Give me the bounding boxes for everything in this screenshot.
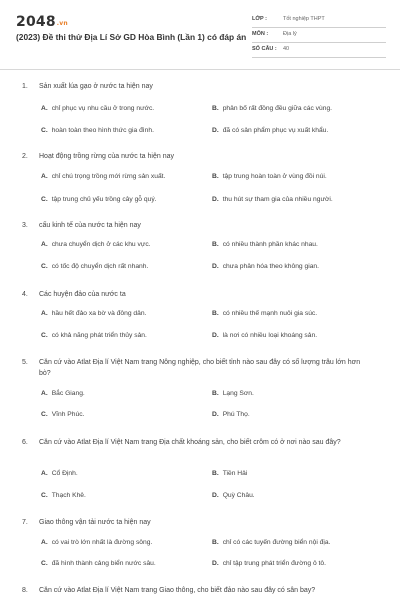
meta-value: Tốt nghiệp THPT [283, 16, 325, 22]
option-letter: C. [41, 560, 48, 567]
option-b[interactable] [212, 241, 318, 248]
question-number: 1. [22, 83, 28, 90]
question-text: Sản xuất lúa gạo ở nước ta hiện nay [39, 83, 153, 90]
option-text: chỉ tập trung phát triển đường ô tô. [222, 560, 326, 567]
exam-meta [252, 13, 386, 58]
meta-key: SỐ CÂU : [252, 46, 277, 52]
option-d[interactable] [212, 263, 319, 270]
meta-value: 40 [283, 46, 290, 52]
option-text: Vĩnh Phúc. [51, 411, 85, 418]
option-text: chưa phân hóa theo không gian. [222, 263, 320, 270]
question-1 [0, 82, 400, 134]
option-letter: D. [212, 196, 219, 203]
option-text: Quỳ Châu. [222, 492, 255, 499]
option-b[interactable] [212, 173, 327, 180]
option-text: Thạch Khê. [51, 492, 86, 499]
option-letter: A. [41, 105, 48, 112]
option-text: chưa chuyển dịch ở các khu vực. [51, 241, 151, 248]
option-a[interactable] [41, 470, 78, 477]
option-letter: B. [212, 241, 219, 248]
option-text: chỉ chú trọng trồng mới rừng sản xuất. [51, 173, 166, 180]
option-letter: C. [41, 127, 48, 134]
option-text: có nhiều thành phần khác nhau. [222, 241, 318, 248]
option-letter: A. [41, 390, 48, 397]
option-letter: B. [212, 105, 219, 112]
meta-key: MÔN : [252, 31, 269, 37]
question-text: Các huyện đảo của nước ta [39, 291, 126, 298]
option-letter: A. [41, 310, 48, 317]
option-b[interactable] [212, 539, 330, 546]
option-c[interactable] [41, 332, 147, 339]
option-letter: D. [212, 411, 219, 418]
question-2 [0, 152, 400, 203]
question-text: Giao thông vận tải nước ta hiện nay [39, 519, 151, 526]
option-letter: D. [212, 332, 219, 339]
question-3 [0, 221, 400, 270]
question-stem [0, 358, 400, 379]
option-text: hoàn toàn theo hình thức gia đình. [51, 127, 154, 134]
option-a[interactable] [41, 105, 154, 112]
question-stem [0, 152, 400, 163]
question-text: Căn cứ vào Atlat Địa lí Việt Nam trang Giao thông, cho biết đảo nào sau đây có sân bay? [39, 587, 316, 594]
option-d[interactable] [212, 196, 333, 203]
question-number: 4. [22, 291, 28, 298]
meta-row-subject [252, 28, 386, 43]
option-d[interactable] [212, 411, 250, 418]
option-b[interactable] [212, 310, 317, 317]
option-c[interactable] [41, 411, 84, 418]
question-text: Căn cứ vào Atlat Địa lí Việt Nam trang Nông nghiệp, cho biết tỉnh nào sau đây có số lượng trâu lớn hơn bò? [39, 359, 361, 377]
site-logo[interactable]: 2048.vn [16, 14, 68, 30]
option-b[interactable] [212, 105, 332, 112]
option-text: tập trung hoàn toàn ở vùng đồi núi. [222, 173, 327, 180]
option-letter: A. [41, 241, 48, 248]
option-letter: C. [41, 263, 48, 270]
option-d[interactable] [212, 492, 255, 499]
exam-title: (2023) Đề thi thử Địa Lí Sở GD Hòa Bình (Lần 1) có đáp án [16, 32, 247, 42]
option-letter: C. [41, 492, 48, 499]
option-text: Tiền Hải [222, 470, 248, 477]
option-text: chỉ có các tuyến đường biển nội địa. [222, 539, 331, 546]
question-stem [0, 221, 400, 232]
option-b[interactable] [212, 390, 254, 397]
option-c[interactable] [41, 127, 154, 134]
question-stem [0, 290, 400, 301]
question-8 [0, 586, 400, 597]
question-text: cấu kinh tế của nước ta hiện nay [39, 222, 141, 229]
option-letter: B. [212, 539, 219, 546]
option-a[interactable] [41, 241, 151, 248]
option-letter: D. [212, 560, 219, 567]
option-text: hầu hết đảo xa bờ và đông dân. [51, 310, 147, 317]
option-a[interactable] [41, 173, 165, 180]
option-a[interactable] [41, 539, 152, 546]
option-letter: B. [212, 470, 219, 477]
header-divider [0, 69, 400, 70]
option-text: có nhiều thế mạnh nuôi gia súc. [222, 310, 318, 317]
option-letter: A. [41, 539, 48, 546]
question-stem [0, 438, 400, 449]
option-d[interactable] [212, 127, 328, 134]
option-text: Bắc Giang. [51, 390, 85, 397]
option-d[interactable] [212, 332, 317, 339]
question-number: 6. [22, 439, 28, 446]
option-text: thu hút sự tham gia của nhiều người. [222, 196, 333, 203]
question-number: 5. [22, 359, 28, 366]
option-c[interactable] [41, 263, 148, 270]
question-number: 8. [22, 587, 28, 594]
option-text: có tốc độ chuyển dịch rất nhanh. [51, 263, 149, 270]
option-letter: D. [212, 492, 219, 499]
option-letter: A. [41, 470, 48, 477]
question-7 [0, 518, 400, 567]
option-d[interactable] [212, 560, 326, 567]
option-letter: C. [41, 196, 48, 203]
meta-row-class [252, 13, 386, 28]
option-text: đã có sản phẩm phục vụ xuất khẩu. [222, 127, 329, 134]
meta-value: Địa lý [283, 31, 297, 37]
option-a[interactable] [41, 390, 85, 397]
option-c[interactable] [41, 492, 86, 499]
question-number: 3. [22, 222, 28, 229]
option-text: là nơi có nhiều loại khoáng sản. [222, 332, 318, 339]
meta-row-count [252, 43, 386, 58]
option-letter: D. [212, 263, 219, 270]
option-b[interactable] [212, 470, 247, 477]
option-text: phân bố rất đồng đều giữa các vùng. [222, 105, 333, 112]
question-number: 7. [22, 519, 28, 526]
option-letter: B. [212, 390, 219, 397]
option-letter: A. [41, 173, 48, 180]
question-6 [0, 438, 400, 499]
question-text: Hoạt động trồng rừng của nước ta hiện nay [39, 153, 174, 160]
meta-key: LỚP : [252, 16, 267, 22]
question-5 [0, 358, 400, 418]
option-text: có khả năng phát triển thủy sản. [51, 332, 147, 339]
option-c[interactable] [41, 560, 156, 567]
option-text: đã hình thành cảng biển nước sâu. [51, 560, 156, 567]
option-letter: B. [212, 173, 219, 180]
page-header [0, 0, 400, 66]
option-c[interactable] [41, 196, 157, 203]
question-number: 2. [22, 153, 28, 160]
question-4 [0, 290, 400, 339]
question-stem [0, 518, 400, 529]
option-a[interactable] [41, 310, 146, 317]
option-text: Lạng Sơn. [222, 390, 254, 397]
option-text: tập trung chủ yếu trồng cây gỗ quý. [51, 196, 157, 203]
question-text: Căn cứ vào Atlat Địa lí Việt Nam trang Địa chất khoáng sản, cho biết crôm có ở nơi nào sau đây? [39, 439, 341, 446]
option-text: Cổ Định. [51, 470, 78, 477]
option-text: chỉ phục vụ nhu cầu ở trong nước. [51, 105, 155, 112]
option-text: có vai trò lớn nhất là đường sông. [51, 539, 153, 546]
question-stem [0, 586, 400, 597]
option-letter: C. [41, 332, 48, 339]
option-letter: C. [41, 411, 48, 418]
option-letter: B. [212, 310, 219, 317]
option-letter: D. [212, 127, 219, 134]
question-stem [0, 82, 400, 93]
option-text: Phú Thọ. [222, 411, 250, 418]
